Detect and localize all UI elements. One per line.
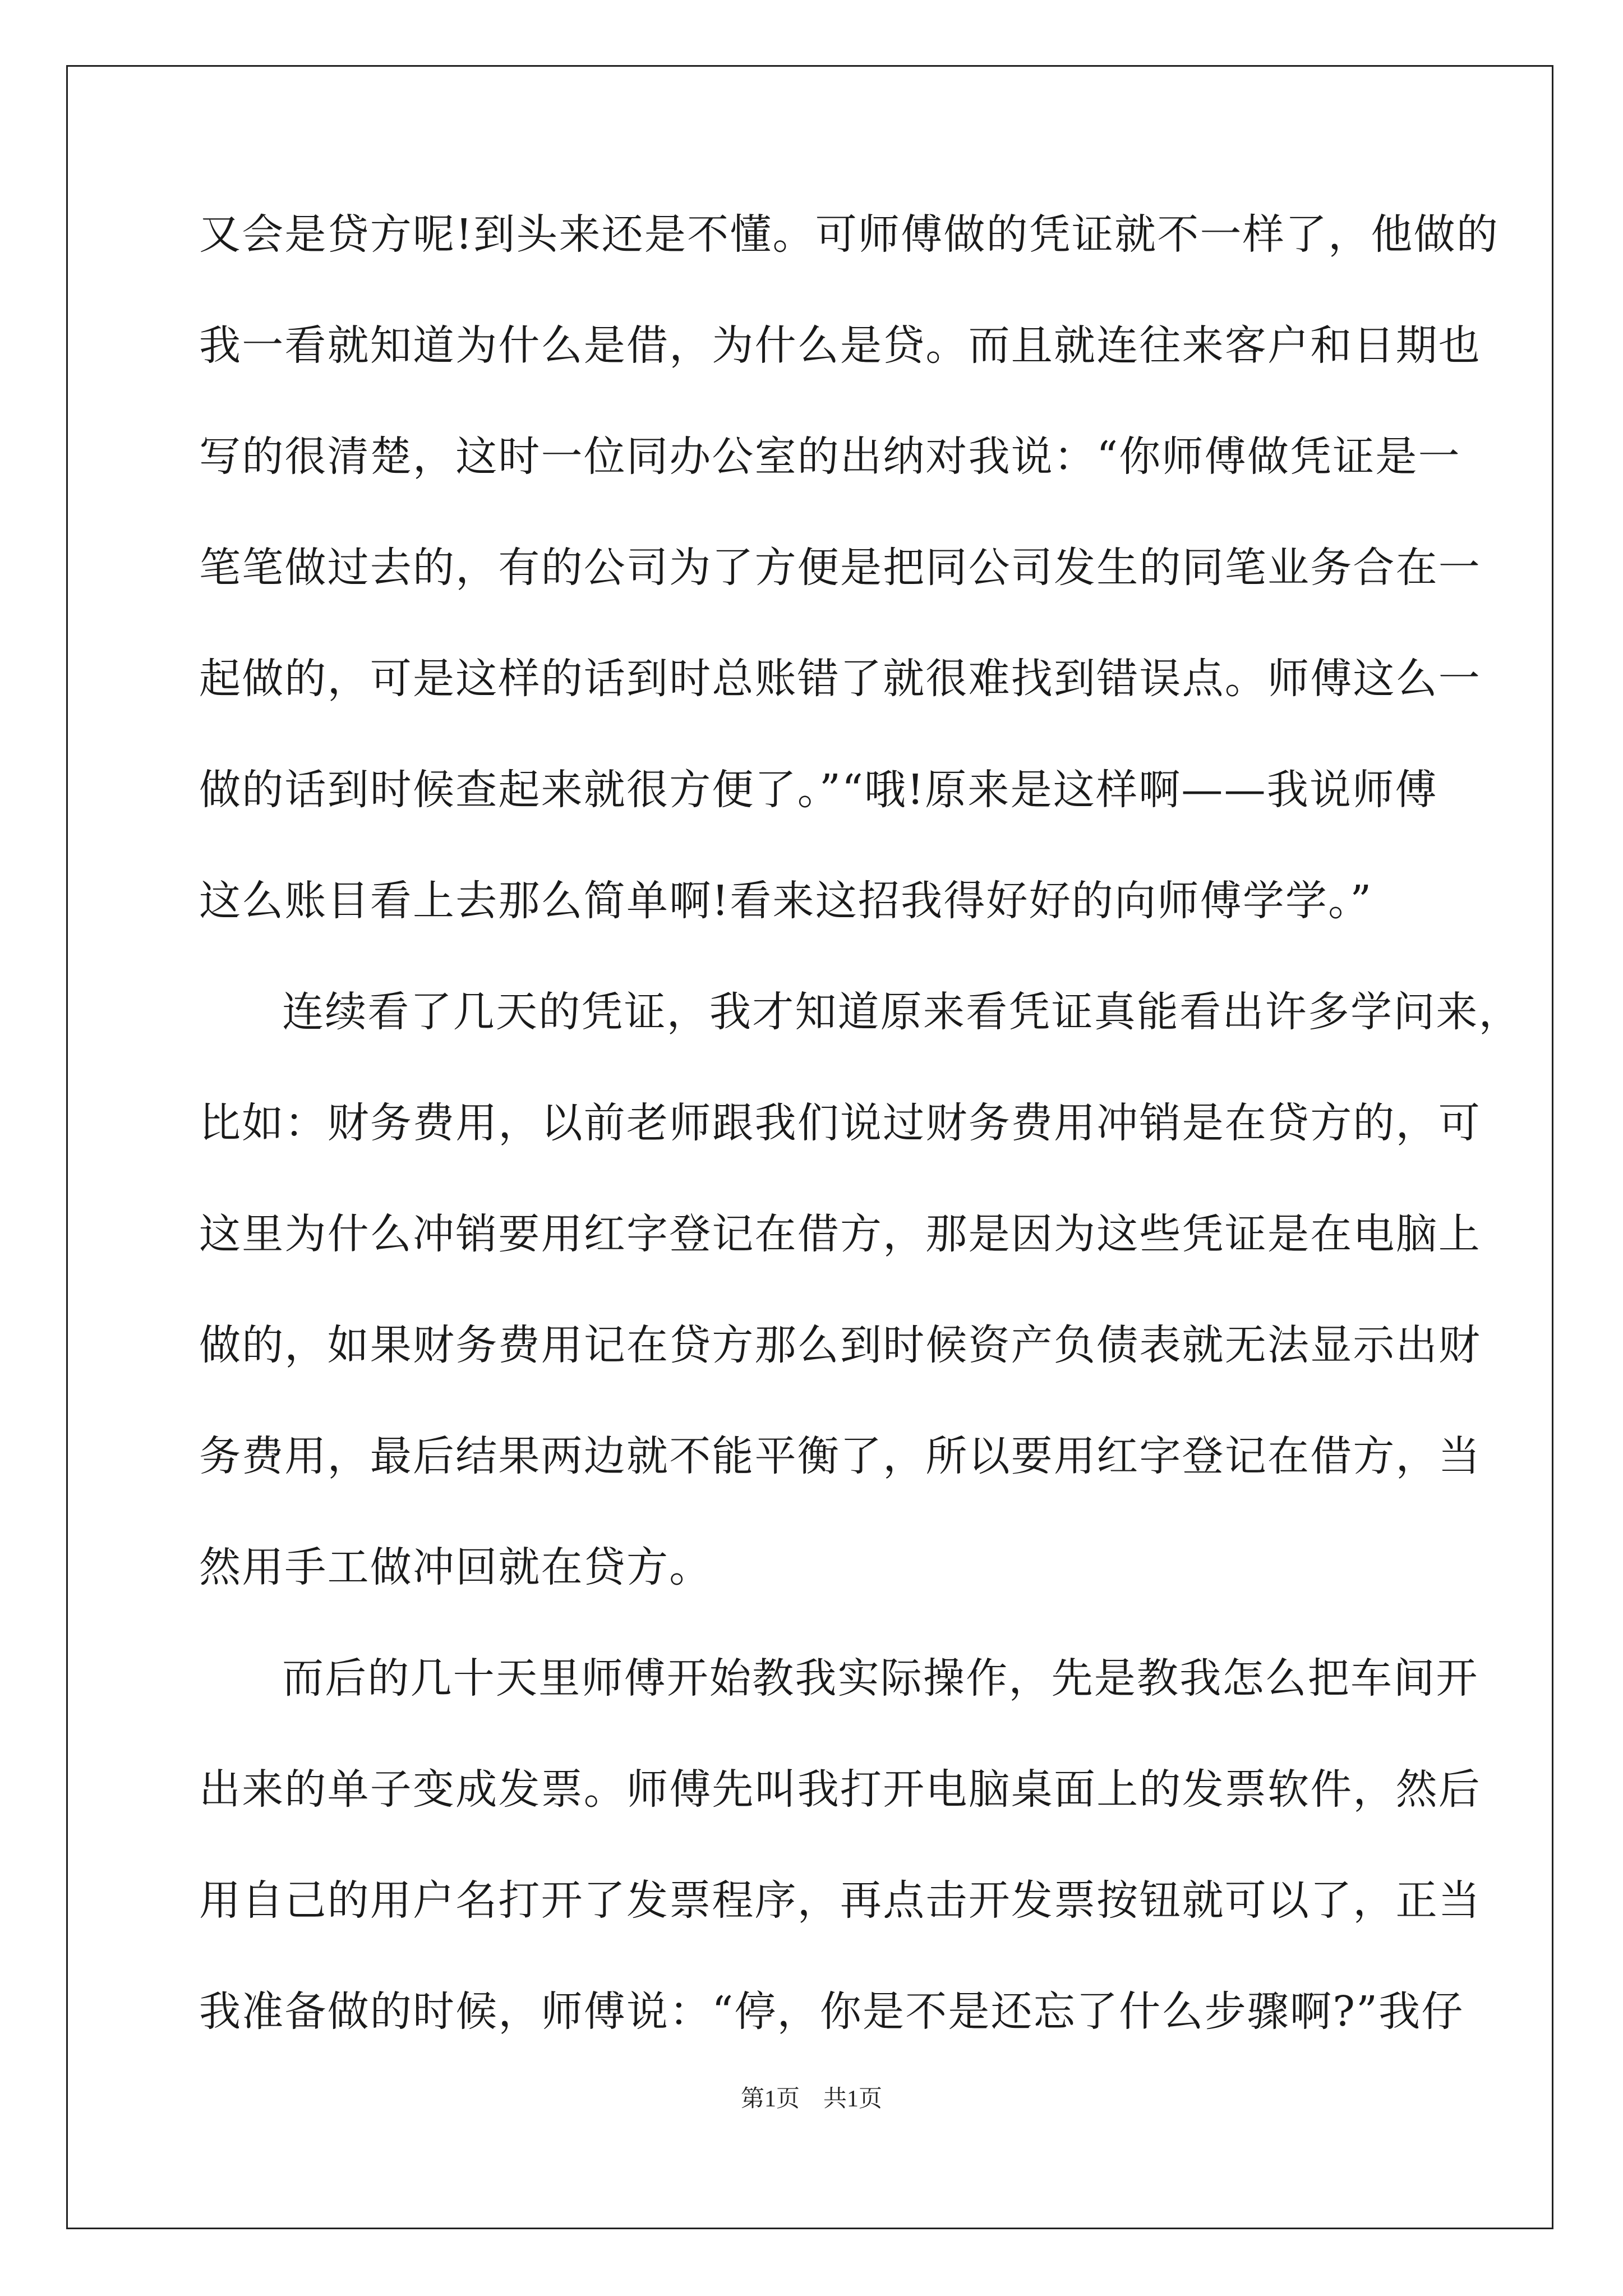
text-line: 比如：财务费用，以前老师跟我们说过财务费用冲销是在贷方的，可 (199, 1099, 1481, 1147)
text-line: 我一看就知道为什么是借，为什么是贷。而且就连往来客户和日期也 (199, 321, 1481, 370)
text-line: 做的，如果财务费用记在贷方那么到时候资产负债表就无法显示出财 (199, 1321, 1481, 1369)
text-line: 写的很清楚，这时一位同办公室的出纳对我说：“你师傅做凭证是一 (199, 432, 1461, 481)
page-number-footer: 第1页 共1页 (740, 2086, 882, 2112)
text-line: 我准备做的时候，师傅说：“停，你是不是还忘了什么步骤啊?”我仔 (199, 1987, 1464, 2036)
paragraph-first-line: 而后的几十天里师傅开始教我实际操作，先是教我怎么把车间开 (282, 1654, 1479, 1703)
text-line: 又会是贷方呢!到头来还是不懂。可师傅做的凭证就不一样了，他做的 (199, 210, 1499, 259)
text-line: 这么账目看上去那么简单啊!看来这招我得好好的向师傅学学。” (199, 877, 1373, 925)
text-line: 然用手工做冲回就在贷方。 (199, 1543, 712, 1591)
text-line: 这里为什么冲销要用红字登记在借方，那是因为这些凭证是在电脑上 (199, 1210, 1481, 1258)
text-line: 用自己的用户名打开了发票程序，再点击开发票按钮就可以了，正当 (199, 1876, 1481, 1925)
paragraph-first-line: 连续看了几天的凭证，我才知道原来看凭证真能看出许多学问来， (282, 988, 1521, 1036)
text-line: 笔笔做过去的，有的公司为了方便是把同公司发生的同笔业务合在一 (199, 544, 1481, 592)
text-line: 出来的单子变成发票。师傅先叫我打开电脑桌面上的发票软件，然后 (199, 1765, 1481, 1814)
text-line: 起做的，可是这样的话到时总账错了就很难找到错误点。师傅这么一 (199, 655, 1481, 703)
text-line: 做的话到时候查起来就很方便了。”“哦!原来是这样啊——我说师傅 (199, 766, 1438, 814)
text-line: 务费用，最后结果两边就不能平衡了，所以要用红字登记在借方，当 (199, 1432, 1481, 1480)
